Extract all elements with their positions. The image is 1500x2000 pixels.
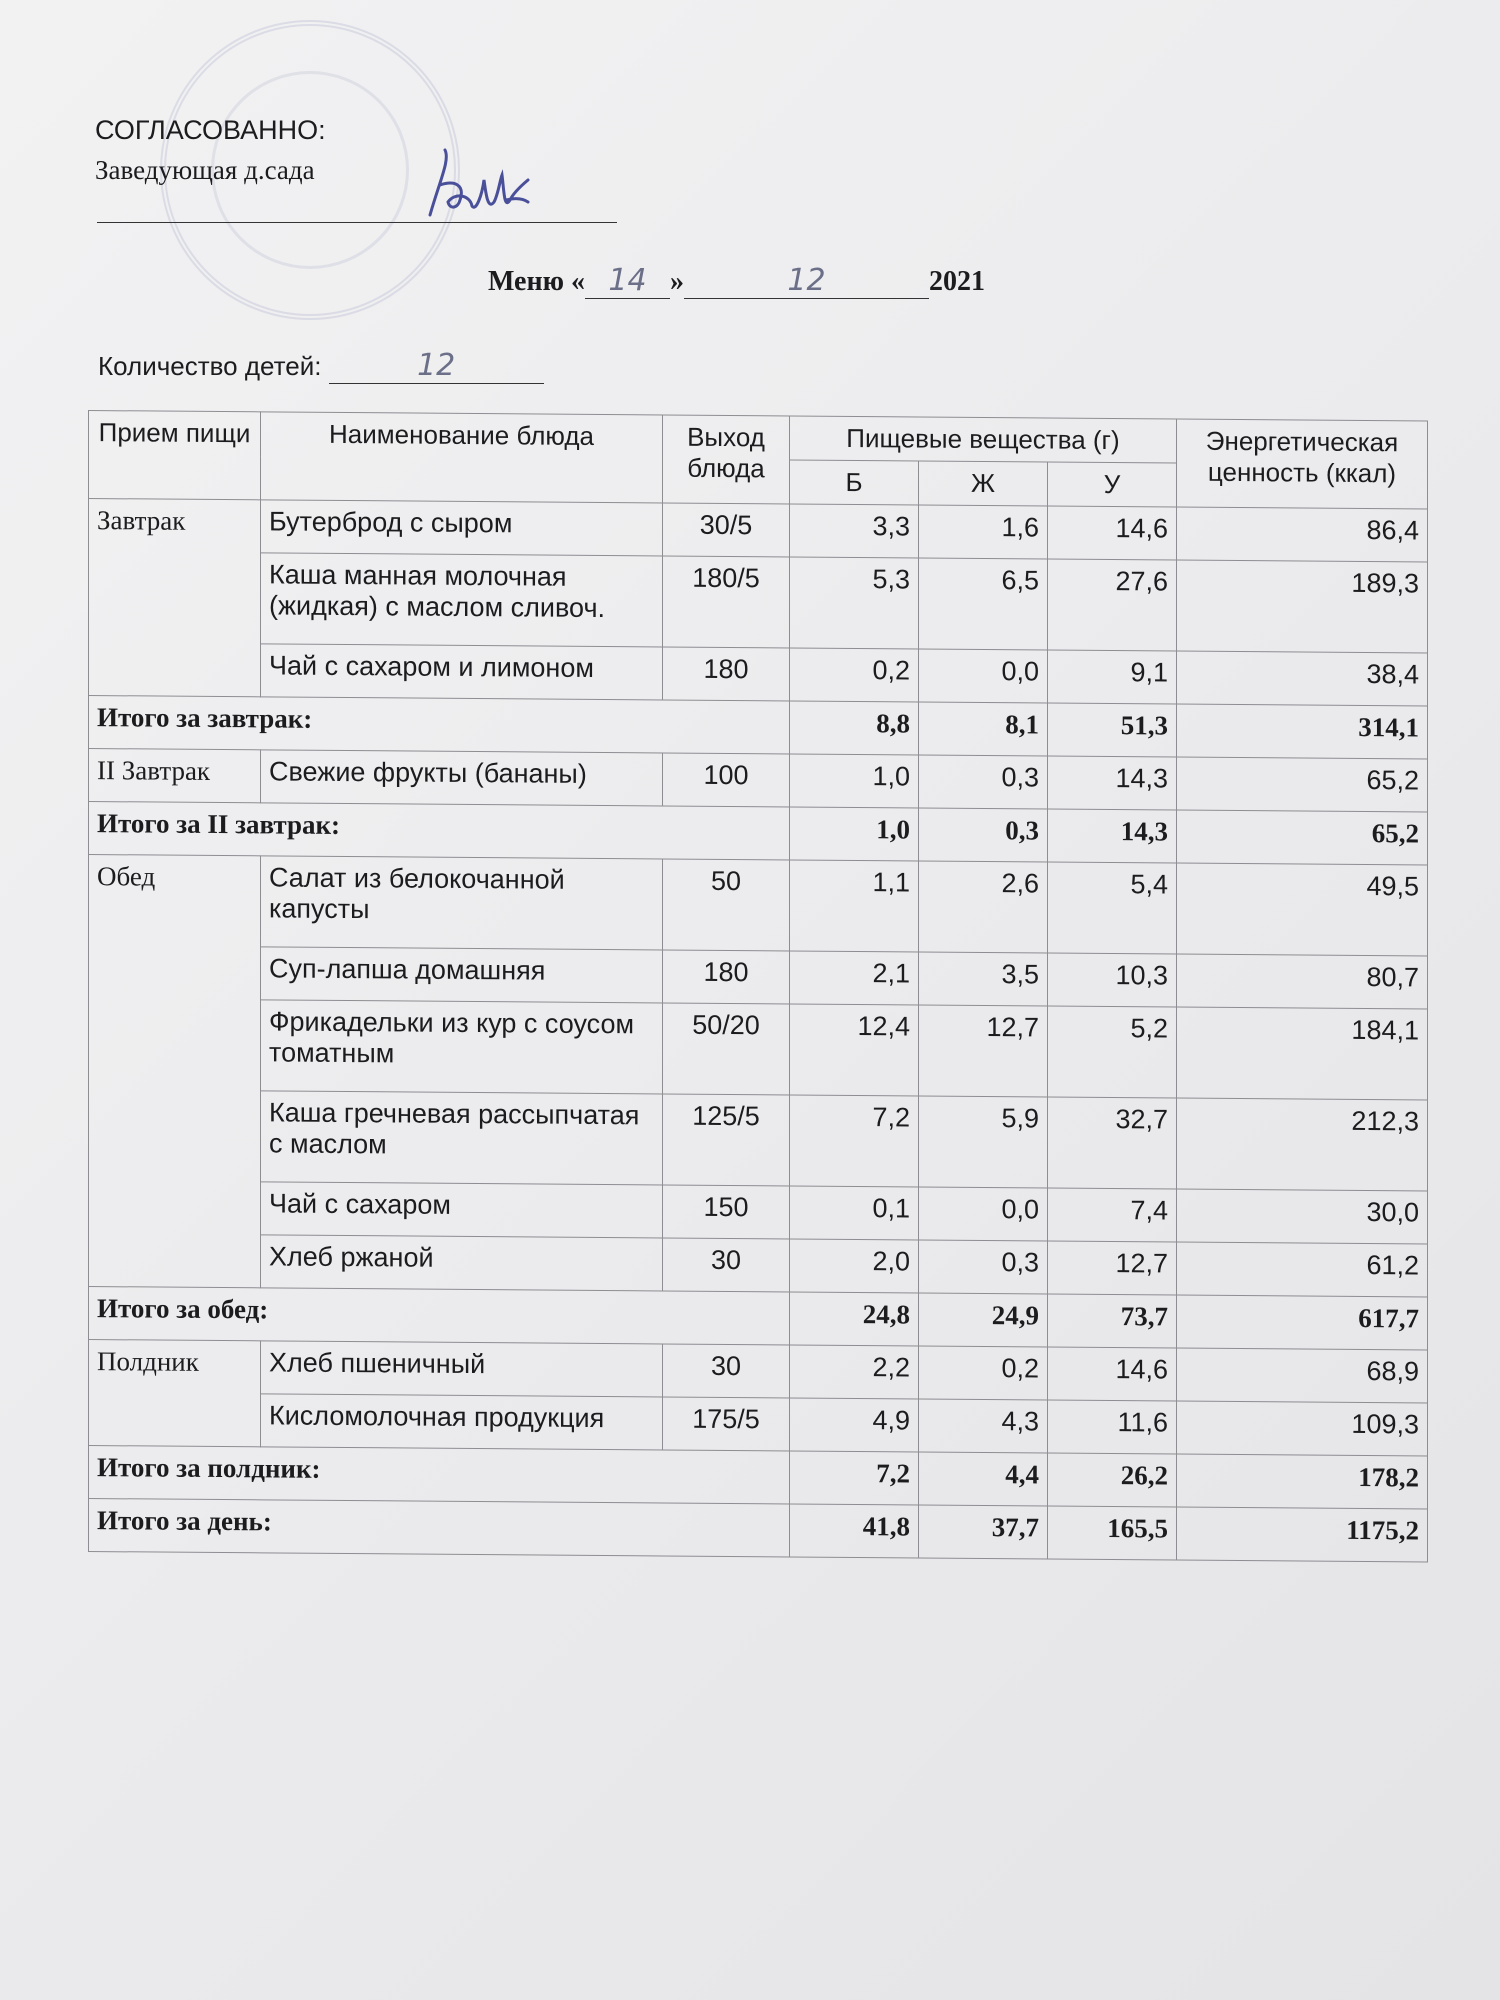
- total-fat: 37,7: [919, 1505, 1048, 1559]
- header-yield: Выход блюда: [663, 415, 790, 504]
- dish-carbs: 32,7: [1048, 1097, 1177, 1189]
- dish-protein: 1,0: [790, 754, 919, 808]
- dish-yield: 30: [663, 1344, 790, 1398]
- dish-name: Каша манная молочная (жидкая) с маслом сливоч.: [261, 553, 663, 647]
- dish-carbs: 5,2: [1048, 1006, 1177, 1098]
- dish-energy: 38,4: [1177, 651, 1428, 706]
- total-row-day: [89, 1499, 1428, 1563]
- children-count-field: [329, 348, 544, 384]
- dish-name: Бутерброд с сыром: [261, 500, 663, 556]
- dish-protein: 2,1: [790, 951, 919, 1005]
- dish-energy: 189,3: [1177, 560, 1428, 653]
- dish-name: Кисломолочная продукция: [261, 1394, 663, 1450]
- dish-fat: 0,3: [919, 1240, 1048, 1294]
- dish-name: Суп-лапша домашняя: [261, 947, 663, 1003]
- dish-energy: 109,3: [1177, 1401, 1428, 1456]
- menu-month-field: [684, 263, 929, 299]
- dish-fat: 3,5: [919, 952, 1048, 1006]
- dish-yield: 30/5: [663, 503, 790, 557]
- menu-title-prefix: Меню «: [488, 266, 586, 297]
- dish-protein: 4,9: [790, 1398, 919, 1452]
- table-row: [89, 552, 1428, 654]
- dish-protein: 0,1: [790, 1186, 919, 1240]
- total-fat: 8,1: [919, 702, 1048, 756]
- dish-energy: 68,9: [1177, 1348, 1428, 1403]
- dish-carbs: 14,3: [1048, 756, 1177, 810]
- dish-protein: 12,4: [790, 1004, 919, 1096]
- dish-carbs: 7,4: [1048, 1188, 1177, 1242]
- dish-carbs: 14,6: [1048, 1347, 1177, 1401]
- total-energy: 65,2: [1177, 810, 1428, 865]
- dish-carbs: 5,4: [1048, 862, 1177, 954]
- total-label: Итого за день:: [89, 1499, 790, 1558]
- total-carbs: 51,3: [1048, 703, 1177, 757]
- total-energy: 617,7: [1177, 1295, 1428, 1350]
- dish-yield: 100: [663, 753, 790, 807]
- handwritten-signature: [410, 140, 550, 230]
- total-carbs: 14,3: [1048, 809, 1177, 863]
- dish-energy: 86,4: [1177, 507, 1428, 562]
- dish-name: Свежие фрукты (бананы): [261, 750, 663, 806]
- dish-fat: 0,2: [919, 1346, 1048, 1400]
- dish-name: Чай с сахаром и лимоном: [261, 644, 663, 700]
- meal-second-breakfast: II Завтрак: [89, 749, 261, 803]
- dish-carbs: 14,6: [1048, 506, 1177, 560]
- dish-carbs: 9,1: [1048, 650, 1177, 704]
- dish-fat: 6,5: [919, 558, 1048, 650]
- header-fat: Ж: [919, 461, 1048, 506]
- menu-title: [488, 263, 985, 299]
- dish-yield: 30: [663, 1238, 790, 1292]
- dish-energy: 80,7: [1177, 954, 1428, 1009]
- dish-name: Чай с сахаром: [261, 1182, 663, 1238]
- table-row: [89, 1090, 1428, 1192]
- dish-carbs: 27,6: [1048, 559, 1177, 651]
- dish-fat: 1,6: [919, 505, 1048, 559]
- menu-day-value: 14: [608, 263, 647, 298]
- dish-energy: 30,0: [1177, 1189, 1428, 1244]
- meal-breakfast: Завтрак: [89, 499, 261, 697]
- table-row: [89, 999, 1428, 1101]
- table-header-row: [89, 411, 1428, 466]
- total-carbs: 165,5: [1048, 1506, 1177, 1560]
- total-energy: 1175,2: [1177, 1507, 1428, 1562]
- dish-protein: 0,2: [790, 648, 919, 702]
- dish-protein: 2,0: [790, 1239, 919, 1293]
- total-label: Итого за полдник:: [89, 1446, 790, 1505]
- total-label: Итого за II завтрак:: [89, 802, 790, 861]
- dish-name: Каша гречневая рассыпчатая с маслом: [261, 1091, 663, 1185]
- header-protein: Б: [790, 460, 919, 505]
- dish-yield: 180/5: [663, 556, 790, 648]
- dish-fat: 0,3: [919, 755, 1048, 809]
- dish-yield: 180: [663, 647, 790, 701]
- children-count-value: 12: [417, 348, 456, 383]
- dish-protein: 3,3: [790, 504, 919, 558]
- dish-carbs: 11,6: [1048, 1400, 1177, 1454]
- total-carbs: 73,7: [1048, 1294, 1177, 1348]
- header-nutrients: Пищевые вещества (г): [790, 416, 1177, 463]
- menu-year: 2021: [929, 266, 986, 297]
- header-energy: Энергетическая ценность (ккал): [1177, 419, 1428, 509]
- dish-name: Фрикадельки из кур с соусом томатным: [261, 1000, 663, 1094]
- dish-yield: 180: [663, 950, 790, 1004]
- dish-carbs: 10,3: [1048, 953, 1177, 1007]
- dish-fat: 4,3: [919, 1399, 1048, 1453]
- total-protein: 8,8: [790, 701, 919, 755]
- menu-title-middle: »: [670, 266, 685, 297]
- dish-protein: 2,2: [790, 1345, 919, 1399]
- menu-table: [88, 410, 1428, 1563]
- dish-energy: 184,1: [1177, 1007, 1428, 1100]
- dish-name: Салат из белокочанной капусты: [261, 856, 663, 950]
- children-count: [98, 348, 544, 384]
- dish-protein: 5,3: [790, 557, 919, 649]
- dish-name: Хлеб пшеничный: [261, 1341, 663, 1397]
- dish-fat: 0,0: [919, 649, 1048, 703]
- dish-protein: 7,2: [790, 1095, 919, 1187]
- total-fat: 4,4: [919, 1452, 1048, 1506]
- header-dish: Наименование блюда: [261, 412, 663, 503]
- dish-carbs: 12,7: [1048, 1241, 1177, 1295]
- total-protein: 24,8: [790, 1292, 919, 1346]
- dish-yield: 50: [663, 859, 790, 951]
- table-row: [89, 855, 1428, 957]
- children-count-label: Количество детей:: [98, 351, 322, 381]
- dish-protein: 1,1: [790, 860, 919, 952]
- dish-energy: 212,3: [1177, 1098, 1428, 1191]
- meal-snack: Полдник: [89, 1340, 261, 1447]
- total-energy: 314,1: [1177, 704, 1428, 759]
- dish-fat: 0,0: [919, 1187, 1048, 1241]
- dish-energy: 61,2: [1177, 1242, 1428, 1297]
- menu-month-value: 12: [787, 263, 826, 298]
- total-carbs: 26,2: [1048, 1453, 1177, 1507]
- meal-lunch: Обед: [89, 855, 261, 1288]
- dish-yield: 125/5: [663, 1094, 790, 1186]
- dish-name: Хлеб ржаной: [261, 1235, 663, 1291]
- menu-day-field: [585, 263, 670, 299]
- total-protein: 7,2: [790, 1451, 919, 1505]
- total-label: Итого за завтрак:: [89, 696, 790, 755]
- header-carbs: У: [1048, 462, 1177, 507]
- total-label: Итого за обед:: [89, 1287, 790, 1346]
- dish-fat: 5,9: [919, 1096, 1048, 1188]
- total-energy: 178,2: [1177, 1454, 1428, 1509]
- dish-yield: 175/5: [663, 1397, 790, 1451]
- dish-fat: 12,7: [919, 1005, 1048, 1097]
- dish-yield: 150: [663, 1185, 790, 1239]
- approver-title: Заведующая д.сада: [95, 155, 315, 185]
- approval-heading: СОГЛАСОВАННО:: [95, 115, 326, 145]
- header-meal: Прием пищи: [89, 411, 261, 500]
- total-protein: 1,0: [790, 807, 919, 861]
- total-protein: 41,8: [790, 1504, 919, 1558]
- dish-energy: 49,5: [1177, 863, 1428, 956]
- dish-energy: 65,2: [1177, 757, 1428, 812]
- total-fat: 0,3: [919, 808, 1048, 862]
- dish-yield: 50/20: [663, 1003, 790, 1095]
- dish-fat: 2,6: [919, 861, 1048, 953]
- total-fat: 24,9: [919, 1293, 1048, 1347]
